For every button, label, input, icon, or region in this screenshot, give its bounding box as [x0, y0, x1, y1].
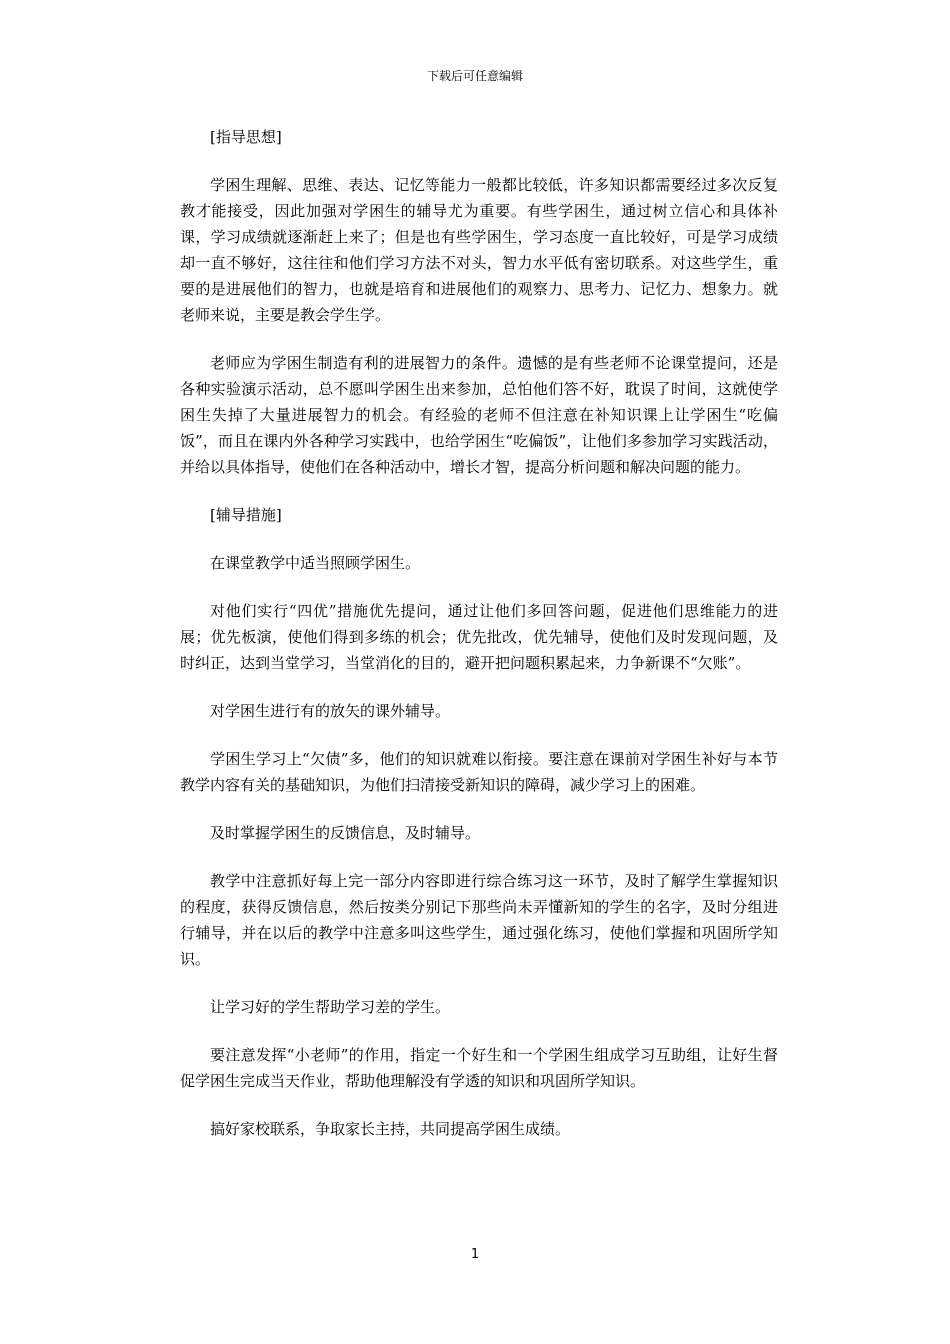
measure-heading: 在课堂教学中适当照顾学困生。 — [210, 554, 421, 572]
page-number: 1 — [470, 1247, 480, 1262]
paragraph: 要注意发挥“小老师”的作用，指定一个好生和一个学困生组成学习互助组，让好生督促学困生完成当天作业，帮助他理解没有学透的知识和巩固所学知识。 — [180, 1046, 778, 1090]
paragraph: 学困生理解、思维、表达、记忆等能力一般都比较低，许多知识都需要经过多次反复教才能接受，因此加强对学困生的辅导尤为重要。有些学困生，通过树立信心和具体补课，学习成绩就逐渐赶上来了；但是也有些学困生，学习态度一直比较好，可是学习成绩却一直不够好，这往往和他们学习方法不对头，智力水平低有密切联系。对这些学生，重要的是进展他们的智力，也就是培育和进展他们的观察力、思考力、记忆力、想象力。就老师来说，主要是教会学生学。 — [180, 176, 778, 324]
section-heading-measures: [辅导措施] — [210, 506, 282, 524]
measure-heading: 对学困生进行有的放矢的课外辅导。 — [210, 702, 451, 720]
measure-heading: 让学习好的学生帮助学习差的学生。 — [210, 998, 451, 1016]
measure-heading: 搞好家校联系，争取家长主持，共同提高学困生成绩。 — [210, 1120, 571, 1138]
document-body — [180, 124, 778, 1164]
paragraph: 对他们实行“四优”措施优先提问，通过让他们多回答问题，促进他们思维能力的进展；优先板演，使他们得到多练的机会；优先批改，优先辅导，使他们及时发现问题，及时纠正，达到当堂学习，当堂消化的目的，避开把问题积累起来，力争新课不“欠账”。 — [180, 602, 778, 672]
measure-heading: 及时掌握学困生的反馈信息，及时辅导。 — [210, 824, 481, 842]
page-header: 下载后可任意编辑 — [426, 69, 523, 83]
paragraph: 教学中注意抓好每上完一部分内容即进行综合练习这一环节，及时了解学生掌握知识的程度，获得反馈信息，然后按类分别记下那些尚未弄懂新知的学生的名字，及时分组进行辅导，并在以后的教学中注意多叫这些学生，通过强化练习，使他们掌握和巩固所学知识。 — [180, 872, 778, 968]
paragraph: 学困生学习上“欠债”多，他们的知识就难以衔接。要注意在课前对学困生补好与本节教学内容有关的基础知识，为他们扫清接受新知识的障碍，减少学习上的困难。 — [180, 750, 778, 794]
section-heading-guiding-thought: [指导思想] — [210, 128, 282, 146]
paragraph: 老师应为学困生制造有利的进展智力的条件。遗憾的是有些老师不论课堂提问，还是各种实验演示活动，总不愿叫学困生出来参加，总怕他们答不好，耽误了时间，这就使学困生失掉了大量进展智力的机会。有经验的老师不但注意在补知识课上让学困生“吃偏饭”，而且在课内外各种学习实践中，也给学困生“吃偏饭”，让他们多参加学习实践活动，并给以具体指导，使他们在各种活动中，增长才智，提高分析问题和解决问题的能力。 — [180, 354, 778, 476]
